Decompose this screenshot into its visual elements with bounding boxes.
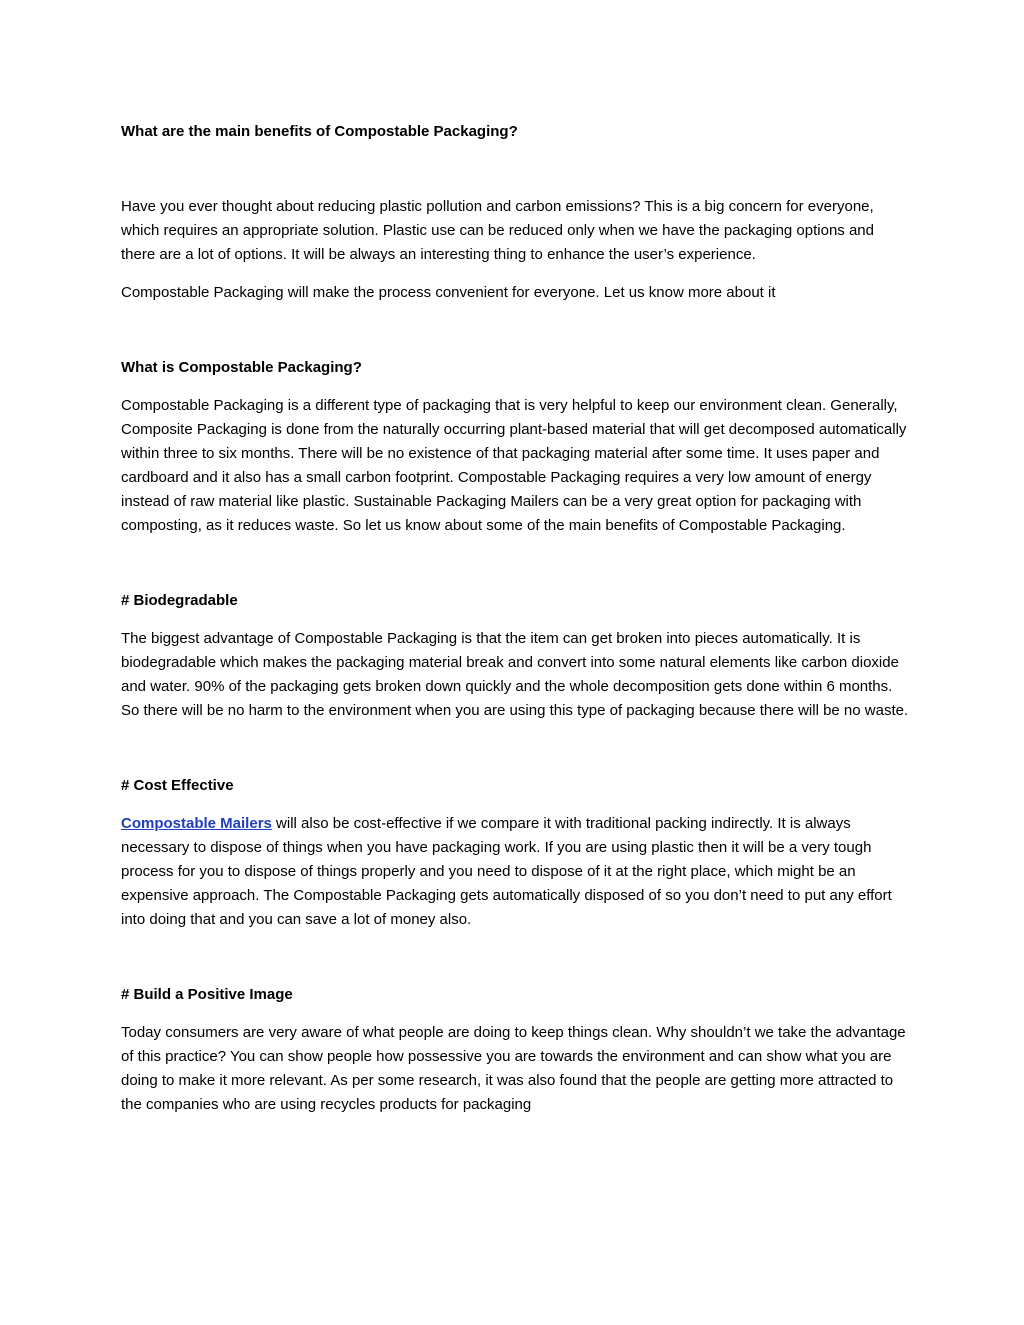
section-what-is: [121, 356, 911, 538]
section-heading: # Build a Positive Image: [121, 986, 293, 1003]
section-positive-image: [121, 983, 911, 1117]
section-paragraph: The biggest advantage of Compostable Packaging is that the item can get broken into pieces automatically. It is biodegradable which makes the packaging material break and convert into some natural elements like carbon dioxide and water. 90% of the packaging gets broken down quickly and the whole decomposition gets done within 6 months. So there will be no harm to the environment when you are using this type of packaging because there will be no waste.: [121, 630, 909, 719]
section-paragraph: [121, 812, 911, 932]
intro-paragraph-1: Have you ever thought about reducing plastic pollution and carbon emissions? This is a big concern for everyone, which requires an appropriate solution. Plastic use can be reduced only when we have the packaging options and there are a lot of options. It will be always an interesting thing to enhance the user’s experience.: [121, 198, 874, 263]
section-paragraph-text: will also be cost-effective if we compare it with traditional packing indirectly. It is always necessary to dispose of things when you have packaging work. If you are using plastic then it will be a very tough process for you to dispose of things properly and you need to dispose of it at the right place, which might be an expensive approach. The Compostable Packaging gets automatically disposed of so you don’t need to put any effort into doing that and you can save a lot of money also.: [121, 815, 892, 928]
section-heading: # Cost Effective: [121, 777, 234, 794]
section-heading: What is Compostable Packaging?: [121, 359, 362, 376]
intro-paragraph-2: Compostable Packaging will make the process convenient for everyone. Let us know more about it: [121, 284, 776, 301]
document-body: [121, 120, 911, 1117]
section-paragraph: Today consumers are very aware of what people are doing to keep things clean. Why shouldn’t we take the advantage of this practice? You can show people how possessive you are towards the environment and can show what you are doing to make it more relevant. As per some research, it was also found that the people are getting more attracted to the companies who are using recycles products for packaging: [121, 1024, 906, 1113]
document-title: What are the main benefits of Compostable Packaging?: [121, 123, 518, 140]
section-biodegradable: [121, 589, 911, 723]
compostable-mailers-link[interactable]: Compostable Mailers: [121, 815, 272, 832]
section-heading: # Biodegradable: [121, 592, 238, 609]
section-cost-effective: [121, 774, 911, 932]
section-paragraph: Compostable Packaging is a different type of packaging that is very helpful to keep our environment clean. Generally, Composite Packaging is done from the naturally occurring plant-based material that will get decomposed automatically within three to six months. There will be no existence of that packaging material after some time. It uses paper and cardboard and it also has a small carbon footprint. Compostable Packaging requires a very low amount of energy instead of raw material like plastic. Sustainable Packaging Mailers can be a very great option for packaging with composting, as it reduces waste. So let us know about some of the main benefits of Compostable Packaging.: [121, 397, 907, 534]
